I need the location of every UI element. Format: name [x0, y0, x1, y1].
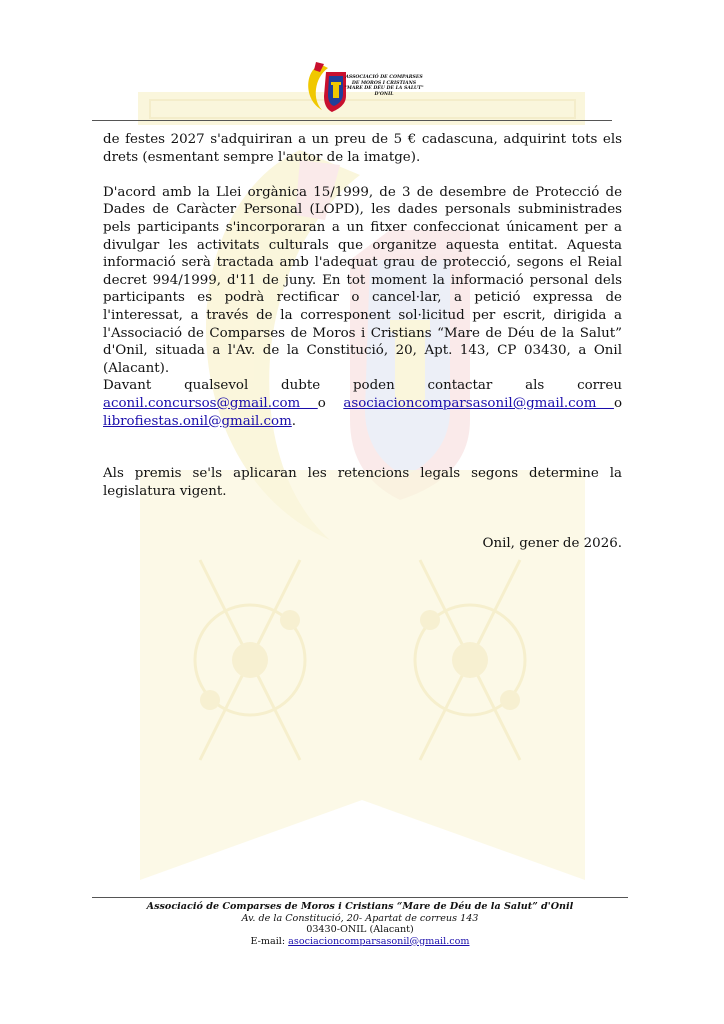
- email-link-librofiestas[interactable]: librofiestas.onil@gmail.com: [103, 413, 292, 429]
- contact-prefix: Davant qualsevol dubte poden contactar als correu: [103, 378, 622, 394]
- footer-email-link[interactable]: asociacioncomparsasonil@gmail.com: [288, 935, 470, 947]
- paragraph-retentions: Als premis se'ls aplicaran les retencions legals segons determine la legislatura vigent.: [103, 466, 622, 499]
- footer-email-line: [92, 936, 628, 948]
- email-link-comparsas[interactable]: asociacioncomparsasonil@gmail.com: [343, 395, 614, 411]
- paragraph-data-protection: D'acord amb la Llei orgànica 15/1999, de 3 de desembre de Protecció de Dades de Caràcter Personal (LOPD), les dades personals subministrades pels participants s'incorporaran a un fitxer confeccionat únicament per a divulgar les activitats culturals que organitze aquesta entitat. Aquesta informació serà tractada amb l'adequat grau de protecció, segons el Reial decret 994/1999, d'11 de juny. En tot moment la informació personal dels participants es podrà rectificar o cancel·lar, a petició expressa de l'interessat, a través de la corresponent sol·licitud per escrit, dirigida a l'Associació de Comparses de Moros i Cristians “Mare de Déu de la Salut” d'Onil, situada a l'Av. de la Constitució, 20, Apt. 143, CP 03430, a Onil (Alacant).: [103, 184, 622, 376]
- footer-email-label: E-mail:: [250, 935, 289, 947]
- paragraph-prices: de festes 2027 s'adquiriran a un preu de 5 € cadascuna, adquirint tots els drets (esmentant sempre l'autor de la imatge).: [103, 132, 622, 165]
- email-link-concursos[interactable]: aconil.concursos@gmail.com: [103, 395, 318, 411]
- footer-divider: [92, 897, 628, 898]
- contact-suffix: .: [291, 413, 297, 429]
- org-line-1: ASSOCIACIÓ DE COMPARSES: [345, 75, 423, 80]
- separator-or-1: o: [317, 395, 326, 411]
- header-divider: [92, 120, 612, 121]
- footer-address: Av. de la Constitució, 20- Apartat de correus 143: [241, 912, 479, 924]
- org-line-4: D'ONIL: [374, 91, 394, 97]
- separator-or-2: o: [613, 395, 622, 411]
- footer-city: 03430-ONIL (Alacant): [306, 924, 414, 936]
- closing-date: Onil, gener de 2026.: [482, 536, 622, 552]
- document-body: [103, 131, 622, 553]
- page-footer: [92, 901, 628, 947]
- paragraph-contact: [103, 377, 622, 430]
- header-logo: [302, 58, 422, 116]
- org-line-2: DE MOROS I CRISTIANS: [351, 80, 417, 86]
- footer-org-name: Associació de Comparses de Moros i Cristians “Mare de Déu de la Salut” d'Onil: [146, 901, 574, 912]
- org-line-3: "MARE DE DÉU DE LA SALUT": [344, 86, 424, 92]
